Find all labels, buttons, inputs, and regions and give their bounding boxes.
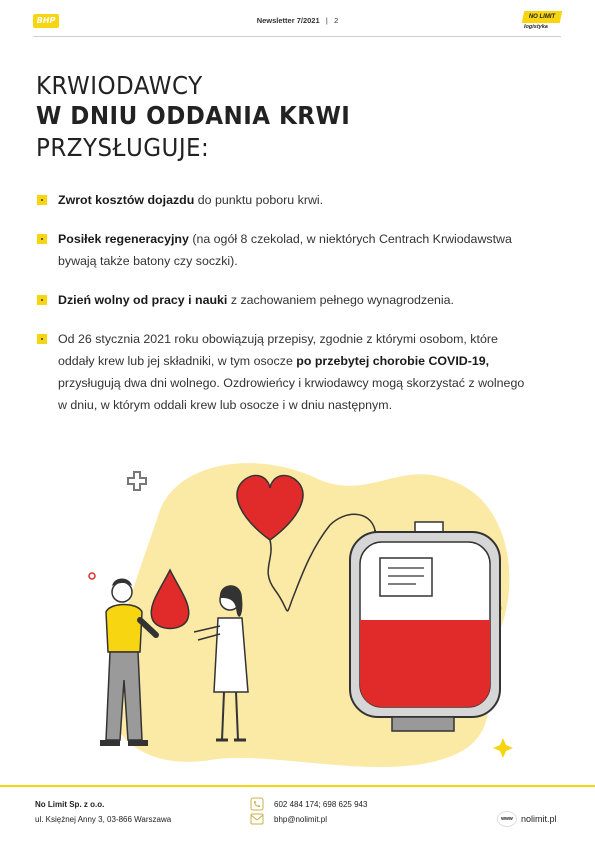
- nolimit-logo-sub: logistyka: [524, 24, 548, 30]
- newsletter-issue: Newsletter 7/2021: [256, 16, 320, 25]
- header-separator: |: [321, 16, 333, 25]
- nolimit-logo: [522, 11, 563, 23]
- title-line-3: PRZYSŁUGUJE:: [36, 133, 210, 162]
- blood-donation-illustration: [70, 440, 540, 780]
- footer-address: ul. Księżnej Anny 3, 03-866 Warszawa: [35, 815, 172, 824]
- benefit-text: z zachowaniem pełnego wynagrodzenia.: [227, 293, 454, 307]
- header-divider: [33, 36, 561, 37]
- phone-icon: [250, 797, 264, 811]
- newsletter-label: [0, 16, 595, 25]
- footer-divider: [0, 785, 595, 787]
- footer-email[interactable]: bhp@nolimit.pl: [274, 815, 328, 824]
- benefit-bold: Zwrot kosztów dojazdu: [58, 193, 195, 207]
- decor-star: [493, 738, 513, 758]
- benefit-text: (na ogół 8 czekolad, w niektórych Centrach Krwiodawstwa bywają także batony czy soczki).: [58, 232, 512, 268]
- benefit-text: do punktu poboru krwi.: [194, 193, 324, 207]
- www-icon: www: [497, 811, 517, 827]
- footer-company: No Limit Sp. z o.o.: [35, 800, 105, 809]
- benefit-text: przysługują dwa dni wolnego. Ozdrowieńcy i krwiodawcy mogą skorzystać z wolnego w dniu, w którym oddali krew lub osocze i w dniu następnym.: [58, 376, 525, 412]
- benefit-item-4: [37, 328, 536, 416]
- blood-bag-icon: [350, 522, 500, 731]
- bullet-marker: [37, 234, 47, 244]
- benefit-item-1: [37, 189, 557, 211]
- page-number: 2: [334, 16, 339, 25]
- decor-circle: [89, 573, 95, 579]
- footer-website[interactable]: nolimit.pl: [521, 814, 557, 824]
- benefit-bold: Dzień wolny od pracy i nauki: [58, 293, 228, 307]
- mail-icon: [250, 813, 264, 825]
- nolimit-logo-text: NO LIMIT: [528, 14, 556, 20]
- benefits-list: [37, 189, 557, 433]
- benefit-bold: po przebytej chorobie COVID-19,: [296, 354, 490, 368]
- benefit-item-3: [37, 289, 557, 311]
- bullet-marker: [37, 295, 47, 305]
- footer-phone[interactable]: 602 484 174; 698 625 943: [274, 800, 368, 809]
- bullet-marker: [37, 195, 47, 205]
- benefit-bold: Posiłek regeneracyjny: [58, 232, 189, 246]
- bhp-logo: BHP: [33, 14, 59, 28]
- title-line-1: KRWIODAWCY: [36, 71, 203, 100]
- title-line-2: W DNIU ODDANIA KRWI: [36, 101, 351, 130]
- benefit-item-2: [37, 228, 518, 272]
- bullet-marker: [37, 334, 47, 344]
- benefit-text: Od 26 stycznia 2021 roku obowiązują przepisy, zgodnie z którymi osobom, które oddały krew lub jej składniki, w tym osocze: [58, 332, 498, 368]
- plus-icon: [128, 472, 146, 490]
